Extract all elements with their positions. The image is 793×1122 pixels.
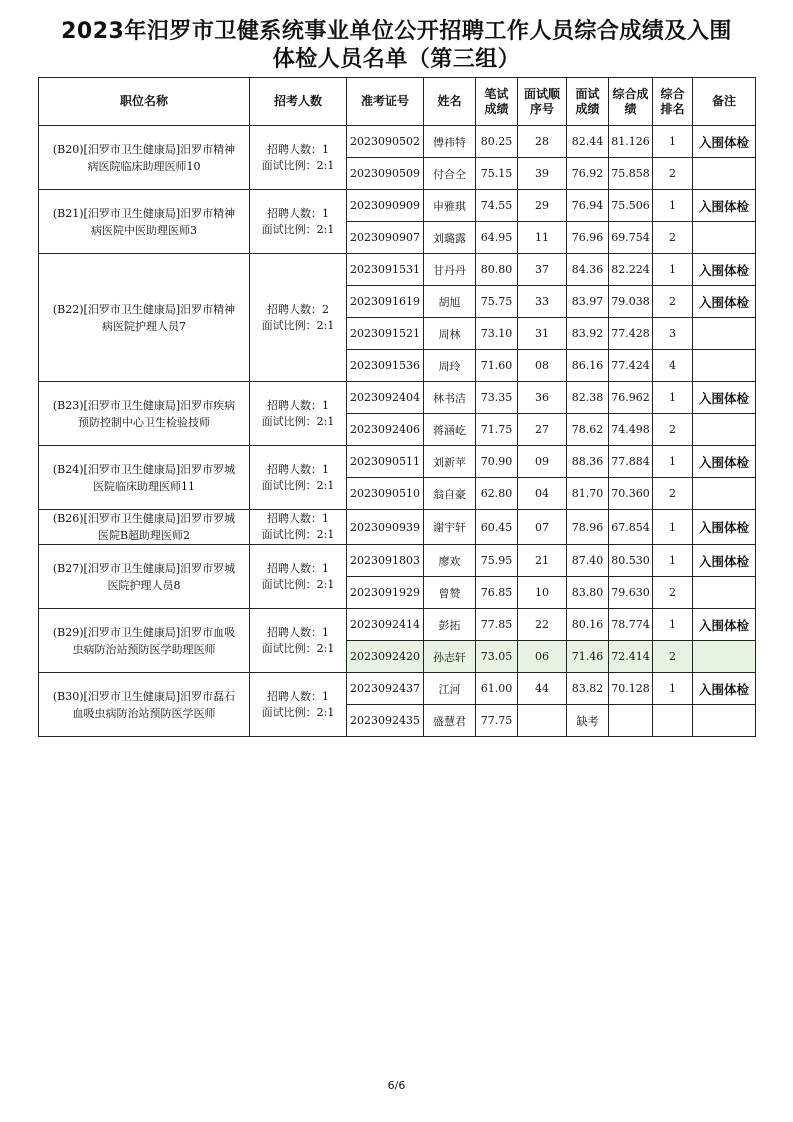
name-cell: 刘新苹 — [424, 446, 476, 478]
interview-score-cell: 71.46 — [567, 641, 609, 673]
note-cell — [693, 577, 756, 609]
exam-no-cell: 2023091619 — [347, 286, 424, 318]
rank-cell: 1 — [653, 510, 693, 545]
interview-order-cell: 29 — [518, 190, 567, 222]
note-cell: 入围体检 — [693, 126, 756, 158]
position-line-1: (B27)[汨罗市卫生健康局]汨罗市罗城 — [52, 561, 236, 575]
interview-score-cell: 76.92 — [567, 158, 609, 190]
written-score-cell: 61.00 — [476, 673, 518, 705]
name-cell: 周林 — [424, 318, 476, 350]
exam-no-cell: 2023091531 — [347, 254, 424, 286]
exam-no-cell: 2023092420 — [347, 641, 424, 673]
quota-count: 招聘人数：1 — [267, 689, 329, 703]
header-exam-no: 准考证号 — [347, 78, 424, 126]
name-cell: 胡旭 — [424, 286, 476, 318]
position-cell — [39, 673, 250, 737]
interview-order-cell: 28 — [518, 126, 567, 158]
header-interview-line-1: 面试 — [575, 86, 600, 101]
written-score-cell: 73.05 — [476, 641, 518, 673]
interview-score-cell: 78.96 — [567, 510, 609, 545]
total-score-cell: 78.774 — [609, 609, 653, 641]
note-cell: 入围体检 — [693, 254, 756, 286]
interview-order-cell: 36 — [518, 382, 567, 414]
note-cell: 入围体检 — [693, 446, 756, 478]
interview-order-cell: 33 — [518, 286, 567, 318]
position-cell — [39, 190, 250, 254]
header-position: 职位名称 — [39, 78, 250, 126]
note-cell — [693, 222, 756, 254]
interview-order-cell: 09 — [518, 446, 567, 478]
quota-ratio: 面试比例：2:1 — [261, 414, 335, 428]
rank-cell: 2 — [653, 286, 693, 318]
rank-cell: 4 — [653, 350, 693, 382]
total-score-cell: 75.858 — [609, 158, 653, 190]
quota-cell — [250, 609, 347, 673]
quota-ratio: 面试比例：2:1 — [261, 705, 335, 719]
interview-score-cell: 83.82 — [567, 673, 609, 705]
position-cell — [39, 545, 250, 609]
quota-count: 招聘人数：1 — [267, 512, 329, 525]
header-quota: 招考人数 — [250, 78, 347, 126]
interview-order-cell: 10 — [518, 577, 567, 609]
written-score-cell: 80.80 — [476, 254, 518, 286]
written-score-cell: 60.45 — [476, 510, 518, 545]
exam-no-cell: 2023092404 — [347, 382, 424, 414]
rank-cell: 2 — [653, 414, 693, 446]
rank-cell: 1 — [653, 673, 693, 705]
position-line-2: 虫病防治站预防医学助理医师 — [72, 642, 216, 656]
rank-cell: 2 — [653, 478, 693, 510]
page-number: 6/6 — [387, 1079, 406, 1092]
interview-order-cell: 07 — [518, 510, 567, 545]
header-written — [476, 78, 518, 126]
total-score-cell: 72.414 — [609, 641, 653, 673]
exam-no-cell: 2023092437 — [347, 673, 424, 705]
total-score-cell: 77.424 — [609, 350, 653, 382]
quota-ratio: 面试比例：2:1 — [261, 641, 335, 655]
header-name: 姓名 — [424, 78, 476, 126]
total-score-cell: 79.630 — [609, 577, 653, 609]
exam-no-cell: 2023090907 — [347, 222, 424, 254]
position-cell — [39, 510, 250, 545]
total-score-cell: 81.126 — [609, 126, 653, 158]
name-cell: 谢宇轩 — [424, 510, 476, 545]
quota-count: 招聘人数：1 — [267, 561, 329, 575]
total-score-cell: 75.506 — [609, 190, 653, 222]
quota-count: 招聘人数：1 — [267, 206, 329, 220]
quota-cell — [250, 545, 347, 609]
interview-score-cell: 82.38 — [567, 382, 609, 414]
header-written-line-1: 笔试 — [484, 86, 509, 101]
position-line-1: (B29)[汨罗市卫生健康局]汨罗市血吸 — [52, 625, 236, 639]
name-cell: 盛慧君 — [424, 705, 476, 737]
quota-cell — [250, 510, 347, 545]
rank-cell: 1 — [653, 254, 693, 286]
quota-cell — [250, 446, 347, 510]
quota-cell — [250, 382, 347, 446]
total-score-cell: 74.498 — [609, 414, 653, 446]
position-line-1: (B24)[汨罗市卫生健康局]汨罗市罗城 — [52, 462, 236, 476]
note-cell: 入围体检 — [693, 190, 756, 222]
quota-cell — [250, 190, 347, 254]
table-row — [39, 126, 756, 158]
written-score-cell: 77.75 — [476, 705, 518, 737]
position-line-2: 医院B超助理医师2 — [97, 529, 191, 542]
quota-cell — [250, 254, 347, 382]
position-line-2: 病医院护理人员7 — [102, 319, 186, 333]
title-line-1: 2023年汨罗市卫健系统事业单位公开招聘工作人员综合成绩及入围 — [61, 19, 732, 44]
header-rank-line-2: 排名 — [660, 101, 685, 116]
total-score-cell: 69.754 — [609, 222, 653, 254]
table-header-row — [39, 78, 756, 126]
position-line-1: (B20)[汨罗市卫生健康局]汨罗市精神 — [52, 142, 236, 156]
written-score-cell: 75.15 — [476, 158, 518, 190]
position-line-2: 血吸虫病防治站预防医学医师 — [72, 706, 216, 720]
quota-ratio: 面试比例：2:1 — [261, 318, 335, 332]
position-line-2: 医院临床助理医师11 — [93, 479, 195, 493]
table-row — [39, 382, 756, 414]
quota-count: 招聘人数：2 — [267, 302, 329, 316]
rank-cell: 3 — [653, 318, 693, 350]
exam-no-cell: 2023090509 — [347, 158, 424, 190]
rank-cell: 2 — [653, 577, 693, 609]
note-cell — [693, 478, 756, 510]
quota-count: 招聘人数：1 — [267, 398, 329, 412]
position-cell — [39, 609, 250, 673]
interview-score-cell: 86.16 — [567, 350, 609, 382]
rank-cell: 2 — [653, 222, 693, 254]
interview-score-cell: 82.44 — [567, 126, 609, 158]
exam-no-cell: 2023091536 — [347, 350, 424, 382]
header-order-line-1: 面试顺 — [523, 86, 560, 101]
rank-cell: 2 — [653, 158, 693, 190]
note-cell — [693, 414, 756, 446]
quota-cell — [250, 673, 347, 737]
name-cell: 曾赞 — [424, 577, 476, 609]
name-cell: 甘丹丹 — [424, 254, 476, 286]
name-cell: 周玲 — [424, 350, 476, 382]
table-row — [39, 190, 756, 222]
total-score-cell: 79.038 — [609, 286, 653, 318]
interview-order-cell: 31 — [518, 318, 567, 350]
note-cell: 入围体检 — [693, 673, 756, 705]
total-score-cell — [609, 705, 653, 737]
interview-order-cell: 04 — [518, 478, 567, 510]
quota-cell — [250, 126, 347, 190]
header-interview-line-2: 成绩 — [575, 101, 600, 116]
table-row — [39, 545, 756, 577]
position-line-2: 预防控制中心卫生检验技师 — [78, 415, 210, 429]
name-cell: 刘璐露 — [424, 222, 476, 254]
header-rank — [653, 78, 693, 126]
written-score-cell: 75.75 — [476, 286, 518, 318]
interview-order-cell: 37 — [518, 254, 567, 286]
table-row — [39, 254, 756, 286]
position-line-2: 病医院中医助理医师3 — [91, 223, 197, 237]
written-score-cell: 71.75 — [476, 414, 518, 446]
position-line-1: (B26)[汨罗市卫生健康局]汨罗市罗城 — [52, 512, 236, 525]
name-cell: 廖欢 — [424, 545, 476, 577]
name-cell: 蒋涵屹 — [424, 414, 476, 446]
note-cell — [693, 350, 756, 382]
note-cell — [693, 705, 756, 737]
position-cell — [39, 126, 250, 190]
name-cell: 彭拓 — [424, 609, 476, 641]
exam-no-cell: 2023091929 — [347, 577, 424, 609]
header-order — [518, 78, 567, 126]
interview-order-cell: 27 — [518, 414, 567, 446]
exam-no-cell: 2023092414 — [347, 609, 424, 641]
position-line-1: (B22)[汨罗市卫生健康局]汨罗市精神 — [52, 302, 236, 316]
total-score-cell: 70.128 — [609, 673, 653, 705]
interview-score-cell: 78.62 — [567, 414, 609, 446]
position-cell — [39, 382, 250, 446]
header-order-line-2: 序号 — [529, 101, 554, 116]
written-score-cell: 62.80 — [476, 478, 518, 510]
interview-score-cell: 88.36 — [567, 446, 609, 478]
name-cell: 申雅琪 — [424, 190, 476, 222]
rank-cell: 2 — [653, 641, 693, 673]
rank-cell: 1 — [653, 190, 693, 222]
rank-cell: 1 — [653, 126, 693, 158]
total-score-cell: 76.962 — [609, 382, 653, 414]
written-score-cell: 71.60 — [476, 350, 518, 382]
written-score-cell: 73.35 — [476, 382, 518, 414]
table-row — [39, 609, 756, 641]
note-cell: 入围体检 — [693, 286, 756, 318]
interview-score-cell: 83.97 — [567, 286, 609, 318]
note-cell — [693, 318, 756, 350]
name-cell: 孙志轩 — [424, 641, 476, 673]
interview-score-cell: 87.40 — [567, 545, 609, 577]
interview-order-cell: 21 — [518, 545, 567, 577]
interview-score-cell: 80.16 — [567, 609, 609, 641]
written-score-cell: 80.25 — [476, 126, 518, 158]
exam-no-cell: 2023090502 — [347, 126, 424, 158]
written-score-cell: 75.95 — [476, 545, 518, 577]
interview-score-cell: 83.80 — [567, 577, 609, 609]
written-score-cell: 74.55 — [476, 190, 518, 222]
quota-ratio: 面试比例：2:1 — [261, 158, 335, 172]
quota-count: 招聘人数：1 — [267, 462, 329, 476]
note-cell: 入围体检 — [693, 510, 756, 545]
header-total-line-2: 绩 — [624, 101, 637, 116]
exam-no-cell: 2023090511 — [347, 446, 424, 478]
results-table — [38, 77, 756, 737]
total-score-cell: 82.224 — [609, 254, 653, 286]
rank-cell: 1 — [653, 545, 693, 577]
written-score-cell: 76.85 — [476, 577, 518, 609]
exam-no-cell: 2023092406 — [347, 414, 424, 446]
page-title — [0, 18, 793, 74]
exam-no-cell: 2023091803 — [347, 545, 424, 577]
quota-ratio: 面试比例：2:1 — [261, 577, 335, 591]
exam-no-cell: 2023090510 — [347, 478, 424, 510]
exam-no-cell: 2023090939 — [347, 510, 424, 545]
interview-order-cell: 22 — [518, 609, 567, 641]
interview-score-cell: 76.94 — [567, 190, 609, 222]
position-line-1: (B30)[汨罗市卫生健康局]汨罗市磊石 — [52, 689, 236, 703]
quota-ratio: 面试比例：2:1 — [261, 478, 335, 492]
table-row — [39, 673, 756, 705]
quota-count: 招聘人数：1 — [267, 625, 329, 639]
interview-order-cell: 11 — [518, 222, 567, 254]
interview-order-cell — [518, 705, 567, 737]
position-line-2: 医院护理人员8 — [107, 578, 181, 592]
table-body — [39, 126, 756, 737]
table-row — [39, 446, 756, 478]
name-cell: 翁自豪 — [424, 478, 476, 510]
header-note: 备注 — [693, 78, 756, 126]
interview-order-cell: 44 — [518, 673, 567, 705]
note-cell: 入围体检 — [693, 545, 756, 577]
interview-score-cell: 83.92 — [567, 318, 609, 350]
exam-no-cell: 2023092435 — [347, 705, 424, 737]
interview-score-cell: 76.96 — [567, 222, 609, 254]
written-score-cell: 77.85 — [476, 609, 518, 641]
written-score-cell: 70.90 — [476, 446, 518, 478]
rank-cell: 1 — [653, 609, 693, 641]
name-cell: 傅祎特 — [424, 126, 476, 158]
rank-cell: 1 — [653, 382, 693, 414]
position-cell — [39, 254, 250, 382]
header-rank-line-1: 综合 — [660, 86, 685, 101]
header-interview — [567, 78, 609, 126]
interview-score-cell: 84.36 — [567, 254, 609, 286]
rank-cell — [653, 705, 693, 737]
title-line-2: 体检人员名单（第三组） — [272, 47, 521, 72]
note-cell: 入围体检 — [693, 609, 756, 641]
interview-order-cell: 08 — [518, 350, 567, 382]
position-line-1: (B21)[汨罗市卫生健康局]汨罗市精神 — [52, 206, 236, 220]
name-cell: 付合仝 — [424, 158, 476, 190]
exam-no-cell: 2023091521 — [347, 318, 424, 350]
position-cell — [39, 446, 250, 510]
total-score-cell: 77.884 — [609, 446, 653, 478]
quota-ratio: 面试比例：2:1 — [261, 222, 335, 236]
interview-order-cell: 39 — [518, 158, 567, 190]
exam-no-cell: 2023090909 — [347, 190, 424, 222]
note-cell: 入围体检 — [693, 382, 756, 414]
total-score-cell: 77.428 — [609, 318, 653, 350]
total-score-cell: 80.530 — [609, 545, 653, 577]
table-row — [39, 510, 756, 545]
written-score-cell: 73.10 — [476, 318, 518, 350]
position-line-1: (B23)[汨罗市卫生健康局]汨罗市疾病 — [52, 398, 236, 412]
interview-score-cell: 缺考 — [567, 705, 609, 737]
total-score-cell: 67.854 — [609, 510, 653, 545]
name-cell: 林书洁 — [424, 382, 476, 414]
quota-count: 招聘人数：1 — [267, 142, 329, 156]
name-cell: 江河 — [424, 673, 476, 705]
note-cell — [693, 158, 756, 190]
position-line-2: 病医院临床助理医师10 — [87, 159, 201, 173]
header-written-line-2: 成绩 — [484, 101, 509, 116]
rank-cell: 1 — [653, 446, 693, 478]
header-total-line-1: 综合成 — [612, 86, 649, 101]
interview-score-cell: 81.70 — [567, 478, 609, 510]
interview-order-cell: 06 — [518, 641, 567, 673]
total-score-cell: 70.360 — [609, 478, 653, 510]
written-score-cell: 64.95 — [476, 222, 518, 254]
note-cell — [693, 641, 756, 673]
header-total — [609, 78, 653, 126]
quota-ratio: 面试比例：2:1 — [261, 528, 335, 541]
